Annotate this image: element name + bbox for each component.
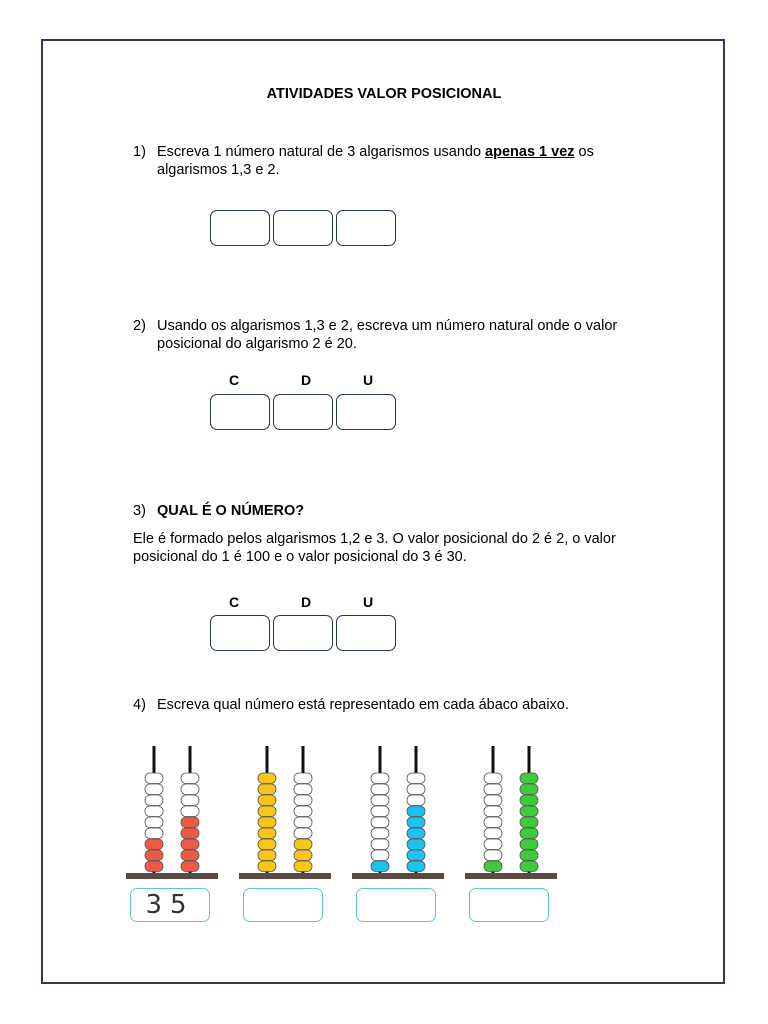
abacus-bead-empty bbox=[371, 773, 389, 784]
abacus-bead-empty bbox=[294, 784, 312, 795]
answer-box-hundreds[interactable] bbox=[210, 615, 270, 651]
header-u: U bbox=[362, 594, 374, 610]
abacus-bead-filled bbox=[258, 773, 276, 784]
abacus-bead-filled bbox=[181, 861, 199, 872]
abacus-bead-filled bbox=[520, 839, 538, 850]
abacus-bead-filled bbox=[407, 817, 425, 828]
abacus-4 bbox=[465, 746, 557, 879]
abacus-bead-empty bbox=[181, 806, 199, 817]
abacus-bead-empty bbox=[371, 828, 389, 839]
abacus-answer-box[interactable] bbox=[469, 888, 549, 922]
abacus-base bbox=[352, 873, 444, 879]
abacus-bead-filled bbox=[258, 806, 276, 817]
abacus-bead-empty bbox=[371, 839, 389, 850]
abacus-bead-filled bbox=[407, 806, 425, 817]
header-c: C bbox=[228, 372, 240, 388]
abacus-bead-empty bbox=[145, 773, 163, 784]
answer-box-2[interactable] bbox=[273, 210, 333, 246]
question-2-line2: posicional do algarismo 2 é 20. bbox=[157, 336, 357, 352]
question-4-text: Escreva qual número está representado em cada ábaco abaixo. bbox=[157, 697, 569, 713]
abacus-bead-empty bbox=[484, 828, 502, 839]
header-d: D bbox=[300, 372, 312, 388]
abacus-bead-filled bbox=[145, 850, 163, 861]
abacus-bead-empty bbox=[145, 828, 163, 839]
abacus-base bbox=[465, 873, 557, 879]
abacus-bead-filled bbox=[407, 828, 425, 839]
abacus-bead-filled bbox=[258, 850, 276, 861]
abacus-bead-filled bbox=[258, 795, 276, 806]
header-u: U bbox=[362, 372, 374, 388]
header-c: C bbox=[228, 594, 240, 610]
abacus-base bbox=[239, 873, 331, 879]
question-3-line1: Ele é formado pelos algarismos 1,2 e 3. O valor posicional do 2 é 2, o valor bbox=[133, 531, 616, 547]
abacus-bead-filled bbox=[520, 806, 538, 817]
abacus-bead-filled bbox=[484, 861, 502, 872]
abacus-bead-empty bbox=[294, 828, 312, 839]
question-2-answer-boxes bbox=[210, 394, 399, 430]
question-1-text bbox=[157, 143, 594, 179]
abacus-bead-empty bbox=[484, 850, 502, 861]
abacus-bead-empty bbox=[371, 795, 389, 806]
abacus-2 bbox=[239, 746, 331, 879]
abacus-bead-empty bbox=[181, 795, 199, 806]
abacus-bead-empty bbox=[371, 850, 389, 861]
abacus-bead-empty bbox=[484, 773, 502, 784]
abacus-bead-filled bbox=[181, 839, 199, 850]
abacus-answer-box[interactable]: 35 bbox=[130, 888, 210, 922]
abacus-1 bbox=[126, 746, 218, 879]
abacus-bead-filled bbox=[407, 861, 425, 872]
abacus-bead-empty bbox=[181, 784, 199, 795]
abacus-bead-empty bbox=[145, 784, 163, 795]
answer-box-units[interactable] bbox=[336, 615, 396, 651]
question-3-body bbox=[133, 530, 693, 566]
abacus-bead-filled bbox=[294, 861, 312, 872]
abacus-bead-empty bbox=[371, 806, 389, 817]
answer-box-hundreds[interactable] bbox=[210, 394, 270, 430]
abacus-bead-filled bbox=[371, 861, 389, 872]
abacus-bead-filled bbox=[520, 795, 538, 806]
abacus-group bbox=[120, 728, 564, 932]
abacus-bead-filled bbox=[258, 784, 276, 795]
abacus-bead-empty bbox=[294, 817, 312, 828]
abacus-bead-empty bbox=[145, 795, 163, 806]
abacus-bead-filled bbox=[520, 773, 538, 784]
abacus-bead-filled bbox=[294, 850, 312, 861]
answer-box-3[interactable] bbox=[336, 210, 396, 246]
question-1-text-after: os bbox=[574, 144, 594, 160]
abacus-bead-empty bbox=[371, 817, 389, 828]
abacus-bead-filled bbox=[520, 861, 538, 872]
abacus-bead-filled bbox=[145, 839, 163, 850]
abacus-bead-empty bbox=[484, 839, 502, 850]
abacus-bead-empty bbox=[407, 784, 425, 795]
abacus-bead-empty bbox=[145, 806, 163, 817]
abacus-bead-filled bbox=[258, 817, 276, 828]
abacus-bead-empty bbox=[294, 795, 312, 806]
abacus-bead-filled bbox=[258, 828, 276, 839]
abacus-bead-empty bbox=[484, 795, 502, 806]
abacus-bead-filled bbox=[181, 828, 199, 839]
question-1-emphasis: apenas 1 vez bbox=[485, 144, 575, 160]
answer-box-tens[interactable] bbox=[273, 615, 333, 651]
abacus-bead-empty bbox=[484, 817, 502, 828]
question-3-line2: posicional do 1 é 100 e o valor posicional do 3 é 30. bbox=[133, 549, 467, 565]
question-4-number: 4) bbox=[133, 697, 146, 713]
answer-box-1[interactable] bbox=[210, 210, 270, 246]
abacus-bead-filled bbox=[520, 828, 538, 839]
abacus-bead-empty bbox=[484, 806, 502, 817]
page-title: ATIVIDADES VALOR POSICIONAL bbox=[266, 86, 502, 102]
abacus-bead-empty bbox=[294, 773, 312, 784]
abacus-bead-empty bbox=[407, 773, 425, 784]
question-3-heading: QUAL É O NÚMERO? bbox=[157, 503, 305, 519]
question-2-number: 2) bbox=[133, 318, 146, 334]
question-1-number: 1) bbox=[133, 144, 146, 160]
abacus-bead-filled bbox=[258, 839, 276, 850]
abacus-bead-empty bbox=[294, 806, 312, 817]
abacus-bead-filled bbox=[294, 839, 312, 850]
abacus-bead-filled bbox=[407, 839, 425, 850]
abacus-bead-filled bbox=[181, 817, 199, 828]
question-2-line1: Usando os algarismos 1,3 e 2, escreva um número natural onde o valor bbox=[157, 318, 618, 334]
abacus-bead-filled bbox=[520, 817, 538, 828]
header-d: D bbox=[300, 594, 312, 610]
abacus-3 bbox=[352, 746, 444, 879]
abacus-bead-empty bbox=[371, 784, 389, 795]
abacus-bead-empty bbox=[484, 784, 502, 795]
abacus-bead-filled bbox=[520, 784, 538, 795]
abacus-bead-filled bbox=[258, 861, 276, 872]
abacus-answer-box[interactable] bbox=[356, 888, 436, 922]
question-1-line2: algarismos 1,3 e 2. bbox=[157, 162, 280, 178]
question-3-answer-boxes bbox=[210, 615, 399, 651]
abacus-answer-box[interactable] bbox=[243, 888, 323, 922]
abacus-bead-filled bbox=[145, 861, 163, 872]
abacus-base bbox=[126, 873, 218, 879]
abacus-bead-filled bbox=[181, 850, 199, 861]
abacus-bead-empty bbox=[145, 817, 163, 828]
abacus-bead-empty bbox=[181, 773, 199, 784]
question-1-answer-boxes bbox=[210, 210, 399, 246]
answer-box-units[interactable] bbox=[336, 394, 396, 430]
question-1-text-before: Escreva 1 número natural de 3 algarismos usando bbox=[157, 144, 486, 160]
question-2-text bbox=[157, 317, 617, 353]
answer-box-tens[interactable] bbox=[273, 394, 333, 430]
abacus-bead-empty bbox=[407, 795, 425, 806]
abacus-bead-filled bbox=[520, 850, 538, 861]
abacus-bead-filled bbox=[407, 850, 425, 861]
question-3-number: 3) bbox=[133, 503, 146, 519]
